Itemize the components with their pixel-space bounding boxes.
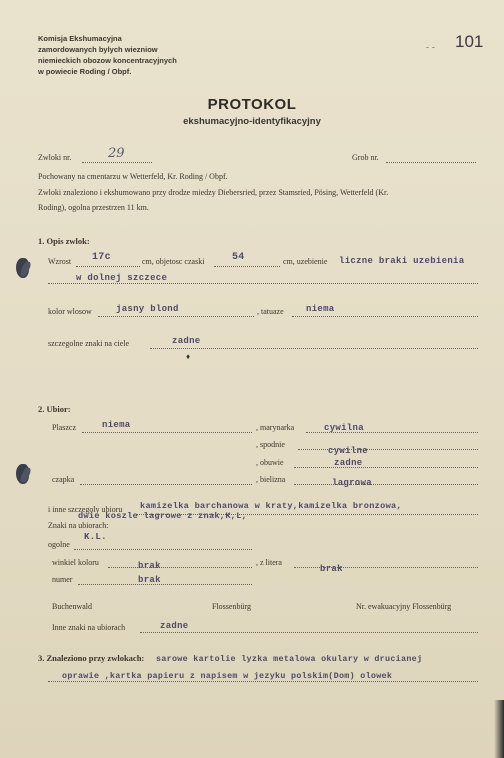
zwloki-line <box>82 162 152 163</box>
znaleziono-text-1: Zwloki znaleziono i ekshumowano przy drodze miedzy Diebersried, przez Stamsried, Pösing, Wetterfeld (Kr. <box>38 188 389 197</box>
zwloki-value: 29 <box>108 146 125 161</box>
bielizna-value: lagrowa <box>332 478 372 488</box>
numer-value: brak <box>138 575 161 585</box>
plaszcz-line <box>82 432 252 433</box>
uzebienie-value-2: w dolnej szczece <box>76 273 168 283</box>
grob-line <box>386 162 476 163</box>
z-litera-label: , z litera <box>256 558 282 567</box>
page-number: 101 <box>455 32 484 51</box>
czapka-line <box>80 484 252 485</box>
znaleziono-value-2: oprawie ,kartka papieru z napisem w jezyku polskim(Dom) olowek <box>62 671 393 681</box>
znaleziono-value-1: sarowe kartolie lyzka metalowa okulary w drucianej <box>156 654 423 664</box>
inne-szczegoly-label: i inne szczegoly ubioru <box>48 505 123 514</box>
pochowany-text: Pochowany na cmentarzu w Wetterfeld, Kr. Roding / Obpf. <box>38 172 228 181</box>
org-line-4: w powiecie Roding / Obpf. <box>38 67 132 76</box>
edge-shadow <box>494 700 504 758</box>
org-line-3: niemieckich obozow koncentracyjnych <box>38 56 177 65</box>
pencil-mark: - - <box>426 43 435 53</box>
wzrost-value: 17c <box>92 252 111 263</box>
uzebienie-label: cm, uzebienie <box>283 257 328 266</box>
ink-mark: ♦ <box>186 352 191 361</box>
znaki-na-ubiorach-label: Znaki na ubiorach: <box>48 521 109 530</box>
spodnie-label: , spodnie <box>256 440 285 449</box>
buchenwald-label: Buchenwald <box>52 602 92 611</box>
winkiel-line <box>108 567 252 568</box>
plaszcz-value: niema <box>102 420 131 430</box>
punch-hole-top <box>16 258 29 278</box>
kolor-line <box>98 316 254 317</box>
document-subtitle: ekshumacyjno-identyfikacyjny <box>183 116 321 127</box>
inne-znaki-value: zadne <box>160 621 189 631</box>
organization-header <box>38 33 177 77</box>
bielizna-line <box>294 484 478 485</box>
obuwie-label: , obuwie <box>256 458 284 467</box>
inne-szczegoly-value-2: dwie koszle lagrowe z znak,K,L, <box>78 511 248 521</box>
winkiel-label: winkiel koloru <box>52 558 99 567</box>
z-litera-value: brak <box>320 564 343 574</box>
numer-line <box>78 584 252 585</box>
czapka-label: czapka <box>52 475 75 484</box>
grob-label: Grob nr. <box>352 153 379 162</box>
zwloki-label: Zwloki nr. <box>38 153 72 162</box>
section-1-heading: 1. Opis zwlok: <box>38 236 90 246</box>
document-title: PROTOKOL <box>207 96 297 113</box>
kolor-wlosow-label: kolor wlosow <box>48 307 92 316</box>
flossenburg-label: Flossenbürg <box>212 602 251 611</box>
plaszcz-label: Plaszcz <box>52 423 76 432</box>
org-line-2: zamordowanych bylych wiezniow <box>38 45 158 54</box>
spodnie-line <box>298 449 478 450</box>
szczegolne-znaki-label: szczegolne znaki na ciele <box>48 339 130 348</box>
tatuaze-value: niema <box>306 304 335 314</box>
section-2-heading: 2. Ubior: <box>38 404 71 414</box>
ogolne-line <box>74 549 252 550</box>
tatuaze-label: , tatuaze <box>257 307 284 316</box>
wzrost-line <box>76 266 140 267</box>
znaleziono-text-2: Roding), ogolna przestrzen 11 km. <box>38 203 149 212</box>
tatuaze-line <box>292 316 478 317</box>
numer-label: numer <box>52 575 73 584</box>
inne-znaki-line <box>140 632 478 633</box>
znaki-line <box>150 348 478 349</box>
section-3-heading: 3. Znaleziono przy zwlokach: <box>38 653 145 663</box>
spodnie-value: cywilne <box>328 446 368 456</box>
obuwie-line <box>294 467 478 468</box>
kolor-wlosow-value: jasny blond <box>116 304 179 314</box>
bielizna-label: , bielizna <box>256 475 286 484</box>
inne-szczegoly-value: kamizelka barchanowa w kraty,kamizelka bronzowa, <box>140 501 402 511</box>
uzebienie-line-2 <box>48 283 478 284</box>
nr-ewakuacyjny-label: Nr. ewakuacyjny Flossenbürg <box>356 602 452 611</box>
marynarka-value: cywilna <box>324 423 364 433</box>
ogolne-label: ogolne <box>48 540 70 549</box>
ogolne-value: K.L. <box>84 532 107 542</box>
czaszka-line <box>214 266 280 267</box>
inne-znaki-label: Inne znaki na ubiorach <box>52 623 126 632</box>
obuwie-value: zadne <box>334 458 363 468</box>
szczegolne-znaki-value: zadne <box>172 336 201 346</box>
objetosc-label: cm, objetosc czaski <box>142 257 205 266</box>
czaszka-value: 54 <box>232 252 245 263</box>
marynarka-label: , marynarka <box>256 423 295 432</box>
uzebienie-value: liczne braki uzebienia <box>339 256 465 266</box>
org-line-1: Komisja Ekshumacyjna <box>38 34 122 43</box>
znaleziono-line-2 <box>48 681 478 682</box>
winkiel-value: brak <box>138 561 161 571</box>
wzrost-label: Wzrost <box>48 257 72 266</box>
punch-hole-middle <box>16 464 29 484</box>
